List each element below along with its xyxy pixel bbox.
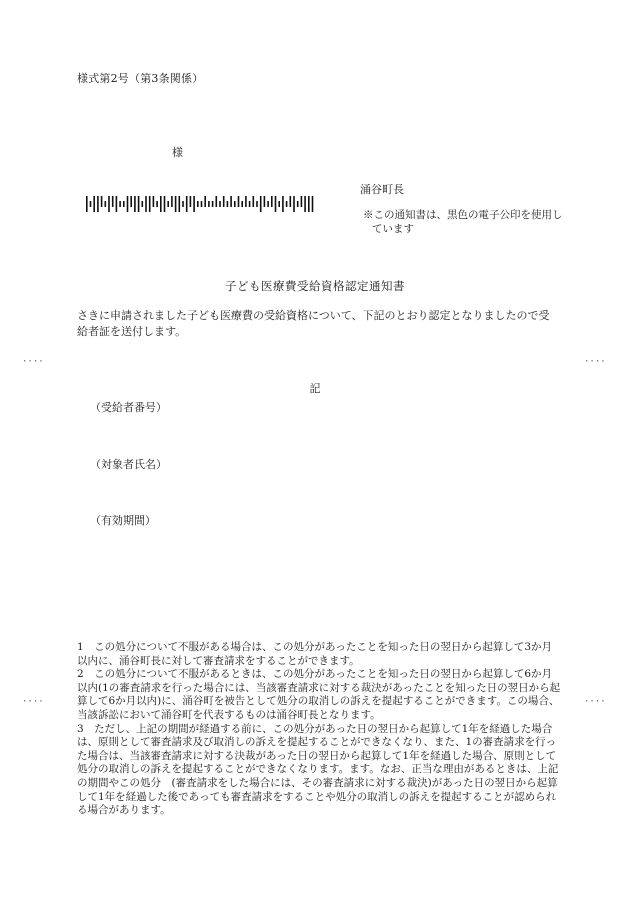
fold-mark-top-left: ···· (22, 357, 44, 367)
appeal-note: 3 ただし、上記の期間が経過する前に、この処分があった日の翌日から起算して1年を経過した場合は、原則として審査請求及び取消しの訴えを提起することができなくなり、また、1の審査請求を行った場合は、当該審査請求に対する決裁があった日の翌日から起算して1年を経過した場合、原則として処分の取消しの訴えを提起することができなくなります。ます。なお、正当な理由があるときは、上記の期間やこの処分 (審査請求をした場合には、その審査請求に対する裁決)があった日の翌日から起算して1年を経過した後であっても審査請求をすることや処分の取消しの訴えを提起することが認められる場合があります。 (77, 722, 559, 817)
form-number: 様式第2号（第3条関係） (77, 72, 204, 85)
appeal-notes (77, 641, 562, 818)
recipient-number-label: （受給者番号） (90, 401, 167, 414)
recipient-honorific: 様 (172, 146, 183, 159)
issuer-name: 涌谷町長 (360, 183, 404, 196)
validity-period-label: （有効期間） (90, 514, 156, 527)
fold-mark-bottom-left: ···· (22, 697, 44, 707)
appeal-note: 1 この処分について不服がある場合は、この処分があったことを知った日の翌日から起算して3か月以内に、涌谷町長に対して審査請求をすることができます。 (77, 641, 553, 667)
target-name-label: （対象者氏名） (90, 458, 167, 471)
document-title: 子ども医療費受給資格認定通知書 (225, 279, 405, 293)
ki-heading: 記 (309, 382, 321, 395)
fold-mark-top-right: ···· (584, 357, 606, 367)
electronic-seal-note: ※この通知書は、黒色の電子公印を使用しています (363, 209, 563, 235)
postal-barcode (85, 196, 320, 212)
intro-paragraph: さきに申請されました子ども医療費の受給資格について、下記のとおり認定となりましたので受給者証を送付します。 (77, 309, 550, 338)
fold-mark-bottom-right: ···· (584, 697, 606, 707)
appeal-note: 2 この処分について不服があるときは、この処分があったことを知った日の翌日から起算して6か月以内(1の審査請求を行った場合には、当該審査請求に対する裁決があったことを知った日の翌日から起算して6か月以内)に、涌谷町を被告として処分の取消しの訴えを提起することができます。この場合、当該訴訟において涌谷町を代表するものは涌谷町長となります。 (77, 668, 561, 721)
